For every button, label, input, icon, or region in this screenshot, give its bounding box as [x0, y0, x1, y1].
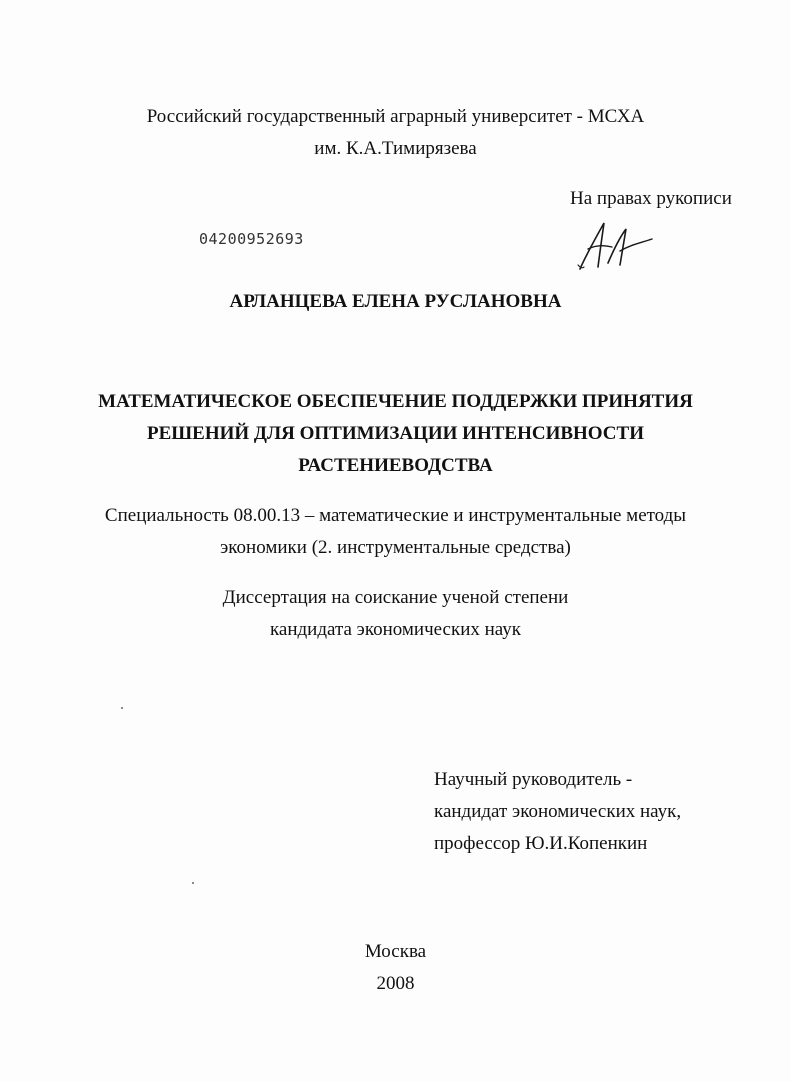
city: Москва [364, 941, 427, 962]
specialty-line-2: экономики (2. инструментальные средства) [220, 537, 571, 558]
university-line-2: им. К.А.Тимирязева [314, 138, 477, 159]
title-line-2: РЕШЕНИЙ ДЛЯ ОПТИМИЗАЦИИ ИНТЕНСИВНОСТИ [147, 423, 644, 444]
title-line-1: МАТЕМАТИЧЕСКОЕ ОБЕСПЕЧЕНИЕ ПОДДЕРЖКИ ПРИНЯТИЯ [98, 391, 693, 412]
university-line-1: Российский государственный аграрный университет - МСХА [146, 106, 645, 127]
stamp-number: 04200952693 [199, 230, 304, 248]
scan-speck [192, 882, 194, 884]
supervisor-line-1: Научный руководитель - [434, 769, 633, 790]
supervisor-line-3: профессор Ю.И.Копенкин [434, 833, 648, 854]
year: 2008 [376, 973, 415, 994]
dissertation-line-1: Диссертация на соискание ученой степени [222, 587, 569, 608]
author-name: АРЛАНЦЕВА ЕЛЕНА РУСЛАНОВНА [229, 291, 562, 312]
manuscript-note: На правах рукописи [570, 188, 732, 209]
supervisor-line-2: кандидат экономических наук, [434, 801, 682, 822]
scan-speck [121, 707, 123, 709]
specialty-line-1: Специальность 08.00.13 – математические и инструментальные методы [104, 505, 687, 526]
signature-image [574, 215, 656, 273]
title-line-3: РАСТЕНИЕВОДСТВА [298, 455, 493, 476]
dissertation-line-2: кандидата экономических наук [269, 619, 522, 640]
